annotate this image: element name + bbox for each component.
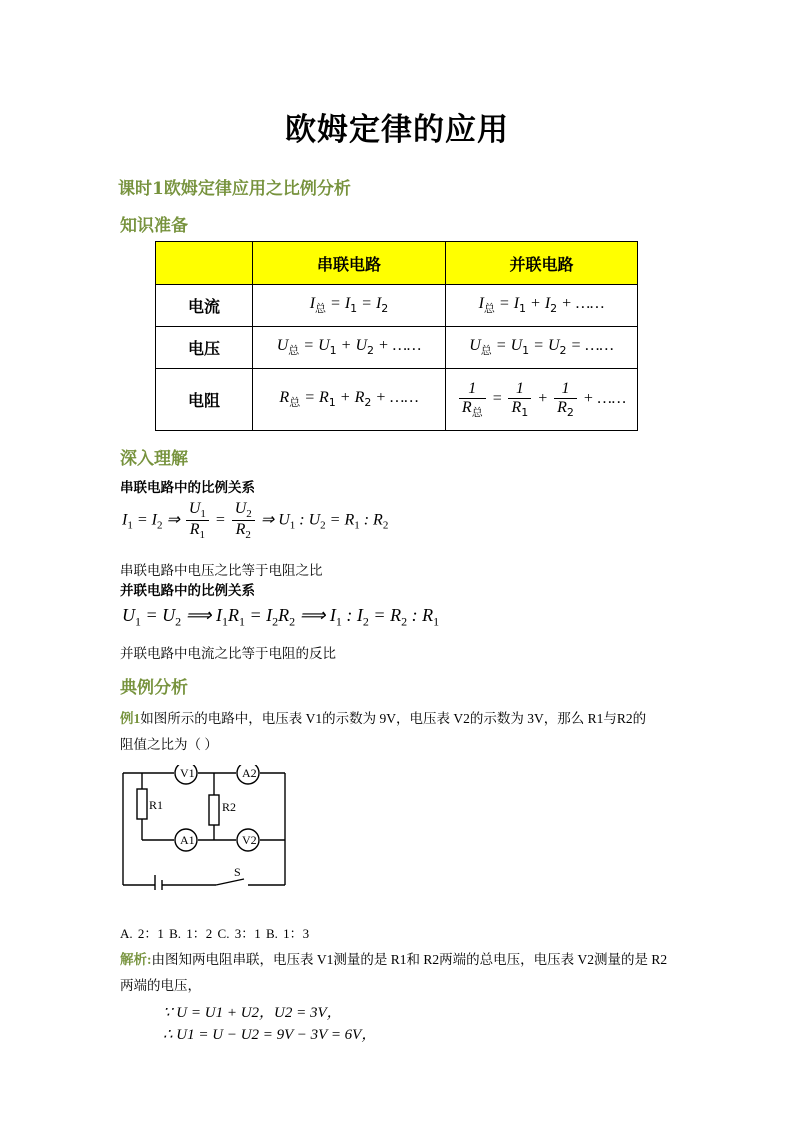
table-row-resistance <box>156 369 638 431</box>
row-label: 电流 <box>156 285 253 327</box>
r2-label: R2 <box>222 800 237 814</box>
solution-label: 解析: <box>120 952 152 967</box>
table-header-parallel: 并联电路 <box>446 242 638 285</box>
parallel-resistance-formula: $\frac{1}{R_总}$ = $\frac{1}{R_1}$ + $\frac{1}{R_2}$ + …… <box>446 369 638 431</box>
table-header-row <box>156 242 638 285</box>
v1-label: V1 <box>180 766 195 780</box>
switch-label: S <box>234 865 241 879</box>
series-current-formula: $I_总 = I_1 = I_2$ <box>253 285 446 327</box>
table-row-voltage <box>156 327 638 369</box>
table-header-series: 串联电路 <box>253 242 446 285</box>
lesson-heading: 课时1欧姆定律应用之比例分析 <box>118 179 351 199</box>
series-voltage-formula: $U_总 = U_1 + U_2$ + …… <box>253 327 446 369</box>
question-line-1: 如图所示的电路中，电压表 V1的示数为 9V，电压表 V2的示数为 3V，那么 R1与R2的 <box>140 711 647 726</box>
parallel-ratio-formula: $U_1 = U_2$ ⟹ $I_1R_1 = I_2R_2$ ⟹ $I_1$ : $I_2 = R_2$ : $R_1$ <box>122 605 440 629</box>
parallel-voltage-formula: $U_总 = U_1 = U_2$ = …… <box>446 327 638 369</box>
parallel-current-formula: $I_总 = I_1 + I_2$ + …… <box>446 285 638 327</box>
knowledge-table <box>155 241 638 431</box>
table-header-cell <box>156 242 253 285</box>
series-conclusion: 串联电路中电压之比等于电阻之比 <box>120 563 323 579</box>
circuit-diagram <box>118 765 290 890</box>
section-examples-heading: 典例分析 <box>120 678 188 698</box>
r1-label: R1 <box>149 798 164 812</box>
solution-step-2: ∴ U1 = U − U2 = 9V − 3V = 6V， <box>163 1027 377 1043</box>
parallel-ratio-heading: 并联电路中的比例关系 <box>120 583 255 599</box>
page-title: 欧姆定律的应用 <box>285 112 509 148</box>
row-label: 电阻 <box>156 369 253 431</box>
answer-options: A. 2：1 B. 1：2 C. 3：1 B. 1：3 <box>120 926 310 941</box>
solution-line-1: 由图知两电阻串联，电压表 V1测量的是 R1和 R2两端的总电压，电压表 V2测量的是 R2 <box>151 952 668 967</box>
solution-line-2: 两端的电压， <box>120 978 201 993</box>
series-ratio-heading: 串联电路中的比例关系 <box>120 480 255 496</box>
a1-label: A1 <box>180 833 195 847</box>
example-label: 例1 <box>120 711 141 726</box>
parallel-conclusion: 并联电路中电流之比等于电阻的反比 <box>120 646 336 662</box>
table-row-current <box>156 285 638 327</box>
section-understand-heading: 深入理解 <box>120 449 188 469</box>
solution <box>120 947 680 999</box>
series-resistance-formula: $R_总 = R_1 + R_2$ + …… <box>253 369 446 431</box>
series-ratio-formula: $I_1 = I_2$ ⇒ $\frac{U_1}{R_1}$ = $\frac{U_2}{R_2}$ ⇒ $U_1$ : $U_2 = R_1$ : $R_2$ <box>122 500 389 542</box>
example-question <box>120 706 680 758</box>
solution-step-1: ∵ U = U1 + U2，U2 = 3V， <box>163 1005 342 1021</box>
row-label: 电压 <box>156 327 253 369</box>
v2-label: V2 <box>242 833 257 847</box>
section-prep-heading: 知识准备 <box>120 216 188 236</box>
a2-label: A2 <box>242 766 257 780</box>
question-line-2: 阻值之比为（ ） <box>120 737 218 752</box>
